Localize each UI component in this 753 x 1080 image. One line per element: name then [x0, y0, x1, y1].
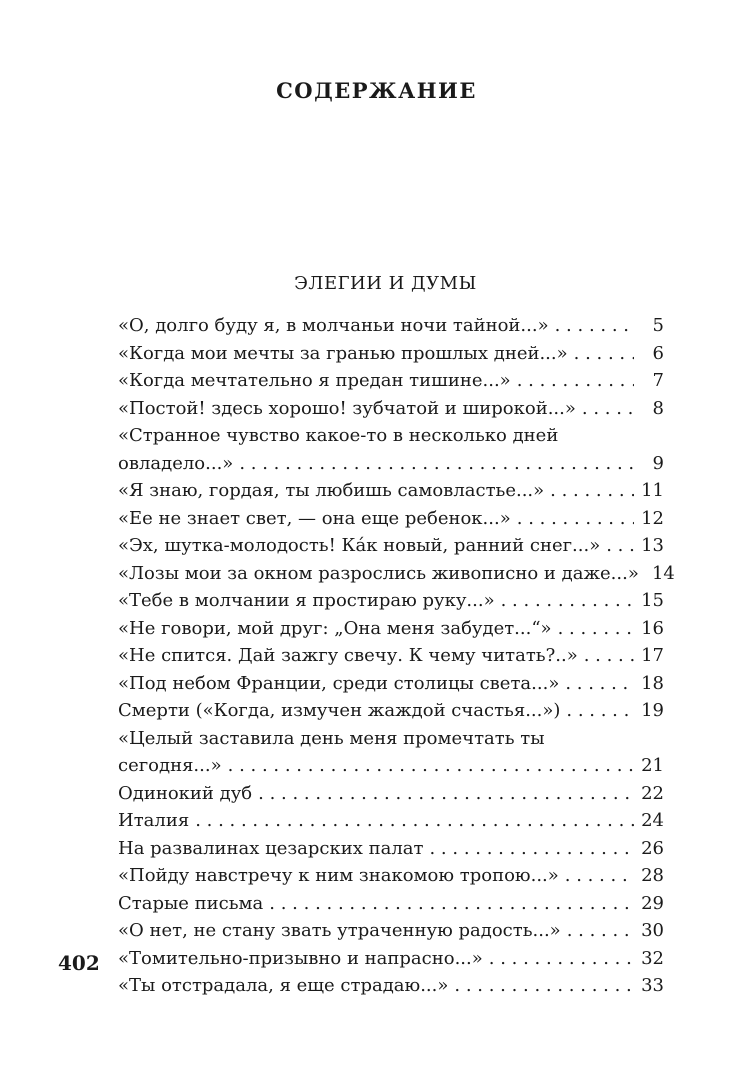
- toc-entry-line: [118, 395, 664, 423]
- dot-leader: [228, 752, 634, 780]
- toc-entry-page: 15: [641, 590, 664, 611]
- toc-entry: [118, 367, 664, 395]
- toc-entry-title: Смерти («Когда, измучен жаждой счастья...»): [118, 700, 561, 721]
- toc-entry-title: «Эх, шутка-молодость! Ка́к новый, ранний снег...»: [118, 535, 601, 556]
- toc-entry-title: сегодня...»: [118, 755, 222, 776]
- dot-leader: [574, 340, 634, 368]
- toc-entry-line: [118, 422, 664, 450]
- toc-entry: [118, 505, 664, 533]
- toc-entry: [118, 890, 664, 918]
- toc-entry-title: Италия: [118, 810, 190, 831]
- toc-entry-line: [118, 367, 664, 395]
- toc-entry-page: 22: [641, 782, 664, 804]
- toc-entry: [118, 725, 664, 780]
- toc-entry-title: «О, долго буду я, в молчаньи ночи тайной...»: [118, 315, 549, 336]
- toc-entry: [118, 835, 664, 863]
- toc-entry-title: «Странное чувство какое-то в несколько дней: [118, 425, 559, 446]
- toc-entry-line: [118, 450, 664, 478]
- dot-leader: [239, 450, 634, 478]
- toc-entry-line: [118, 670, 664, 698]
- dot-leader: [558, 615, 634, 643]
- toc-entry-page: 26: [641, 837, 664, 859]
- toc-entry-page: 12: [641, 507, 664, 529]
- toc-entry: [118, 532, 664, 560]
- toc-entry-page: 33: [641, 975, 664, 996]
- toc-entry-page: 16: [641, 617, 664, 639]
- toc-entry: [118, 807, 664, 835]
- page-title: СОДЕРЖАНИЕ: [276, 78, 477, 103]
- toc-entry-line: [118, 312, 664, 340]
- dot-leader: [566, 697, 634, 725]
- toc-entry-page: 18: [641, 672, 664, 694]
- page-number: 402: [58, 951, 100, 975]
- toc-entry: [118, 477, 664, 505]
- toc-entry-title: «Пойду навстречу к ним знакомою тропою...»: [118, 865, 559, 886]
- toc-entry-title: «Томительно-призывно и напрасно...»: [118, 947, 483, 969]
- toc-entry: [118, 560, 675, 588]
- dot-leader: [565, 862, 634, 890]
- toc-entry: [118, 587, 664, 615]
- toc-entry-title: «Когда мои мечты за гранью прошлых дней...»: [118, 342, 568, 364]
- toc-entry: [118, 615, 664, 643]
- toc-entry-title: Старые письма: [118, 892, 264, 914]
- dot-leader: [565, 670, 634, 698]
- dot-leader: [567, 917, 634, 945]
- toc-entry: [118, 972, 664, 1000]
- toc-entry: [118, 422, 664, 477]
- dot-leader: [501, 587, 634, 615]
- toc-entry-line: [118, 477, 664, 505]
- toc-entry-line: [118, 725, 664, 753]
- dot-leader: [555, 312, 634, 340]
- toc-entry-line: [118, 752, 664, 780]
- toc-entry-line: [118, 642, 664, 670]
- toc-entry-page: 7: [652, 370, 664, 391]
- toc-entry-title: «Не спится. Дай зажгу свечу. К чему читать?..»: [118, 645, 578, 666]
- dot-leader: [195, 807, 634, 835]
- toc-entry-title: «Лозы мои за окном разрослись живописно и даже...»: [118, 562, 639, 584]
- toc-entry: [118, 340, 664, 368]
- toc-entry-page: 32: [641, 947, 664, 969]
- toc-entry-title: «Постой! здесь хорошо! зубчатой и широкой...»: [118, 397, 576, 419]
- toc-entry-page: 13: [641, 535, 664, 556]
- toc-entry-line: [118, 890, 664, 918]
- toc-entry-title: «Целый заставила день меня промечтать ты: [118, 727, 545, 749]
- dot-leader: [489, 945, 634, 973]
- toc-entry-title: «Я знаю, гордая, ты любишь самовластье...»: [118, 480, 545, 501]
- toc-entry-line: [118, 587, 664, 615]
- dot-leader: [454, 972, 634, 1000]
- toc-entry: [118, 917, 664, 945]
- toc-entry: [118, 670, 664, 698]
- toc-entry-title: овладело...»: [118, 452, 234, 474]
- toc-entry-page: 24: [641, 810, 664, 831]
- dot-leader: [606, 532, 634, 560]
- table-of-contents: [118, 312, 675, 1000]
- dot-leader: [258, 780, 634, 808]
- toc-entry-page: 8: [652, 397, 664, 419]
- toc-entry-page: 6: [652, 342, 664, 364]
- toc-entry-title: «Ты отстрадала, я еще страдаю...»: [118, 975, 449, 996]
- toc-entry: [118, 312, 664, 340]
- toc-entry-page: 30: [641, 920, 664, 941]
- dot-leader: [429, 835, 634, 863]
- toc-entry-page: 21: [641, 755, 664, 776]
- toc-entry-page: 11: [641, 480, 664, 501]
- toc-entry-page: 28: [641, 865, 664, 886]
- dot-leader: [517, 367, 634, 395]
- dot-leader: [517, 505, 634, 533]
- dot-leader: [582, 395, 634, 423]
- dot-leader: [550, 477, 634, 505]
- toc-entry-line: [118, 560, 675, 588]
- toc-entry-page: 29: [641, 892, 664, 914]
- toc-entry-line: [118, 532, 664, 560]
- toc-entry-page: 9: [652, 452, 664, 474]
- toc-entry: [118, 697, 664, 725]
- toc-entry-line: [118, 862, 664, 890]
- dot-leader: [269, 890, 634, 918]
- dot-leader: [584, 642, 634, 670]
- toc-entry: [118, 780, 664, 808]
- toc-entry-page: 5: [652, 315, 664, 336]
- section-title: ЭЛЕГИИ И ДУМЫ: [294, 273, 477, 294]
- toc-entry-line: [118, 505, 664, 533]
- toc-entry-title: «Когда мечтательно я предан тишине...»: [118, 370, 511, 391]
- toc-entry-line: [118, 780, 664, 808]
- toc-entry-title: «О нет, не стану звать утраченную радость...»: [118, 920, 561, 941]
- toc-entry-title: «Не говори, мой друг: „Она меня забудет...“»: [118, 617, 552, 639]
- toc-entry-title: Одинокий дуб: [118, 782, 253, 804]
- toc-entry-title: «Тебе в молчании я простираю руку...»: [118, 590, 495, 611]
- toc-entry-line: [118, 917, 664, 945]
- toc-entry-line: [118, 807, 664, 835]
- toc-entry-line: [118, 340, 664, 368]
- toc-entry-page: 14: [651, 562, 675, 584]
- toc-entry-line: [118, 972, 664, 1000]
- toc-entry: [118, 642, 664, 670]
- toc-entry-line: [118, 615, 664, 643]
- toc-entry-title: «Ее не знает свет, — она еще ребенок...»: [118, 507, 511, 529]
- toc-entry-line: [118, 945, 664, 973]
- toc-entry: [118, 862, 664, 890]
- toc-entry-page: 19: [641, 700, 664, 721]
- toc-entry: [118, 395, 664, 423]
- toc-entry-title: «Под небом Франции, среди столицы света...»: [118, 672, 560, 694]
- toc-entry: [118, 945, 664, 973]
- toc-entry-line: [118, 697, 664, 725]
- toc-entry-page: 17: [641, 645, 664, 666]
- toc-entry-title: На развалинах цезарских палат: [118, 837, 424, 859]
- toc-entry-line: [118, 835, 664, 863]
